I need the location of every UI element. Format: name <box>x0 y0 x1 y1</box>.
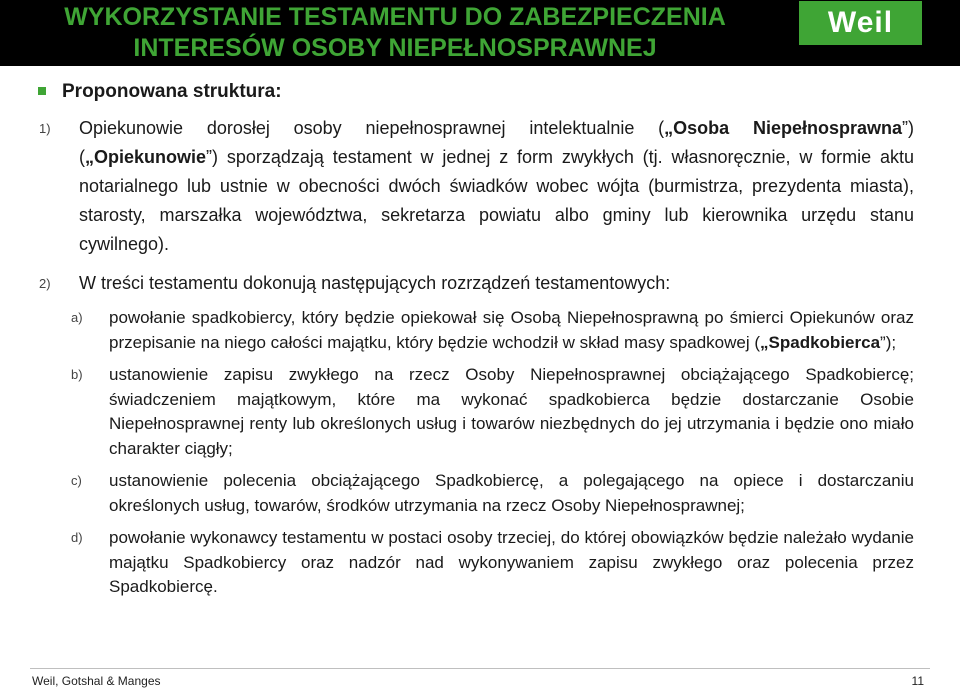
defined-term-spadkobierca: „Spadkobierca <box>760 332 881 352</box>
defined-term-osoba: „Osoba Niepełnosprawna <box>664 118 902 138</box>
weil-logo: Weil <box>799 1 922 45</box>
sub-item-letter: a) <box>71 310 83 325</box>
list-item-1 <box>32 114 914 259</box>
sub-item-text: powołanie spadkobiercy, który będzie opiekował się Osobą Niepełnosprawną po śmierci Opiekunów oraz przepisanie na niego całości majątku, który będzie wchodził w skład masy spadkowej ( <box>109 308 914 352</box>
sub-item-text: ustanowienie polecenia obciążającego Spadkobiercę, a polegającego na opiece i dostarczaniu określonych usług, towarów, środków utrzymania na rzecz Osoby Niepełnosprawnej; <box>109 471 914 515</box>
item-number: 1) <box>39 121 51 136</box>
list-item-2 <box>32 269 914 298</box>
sub-item-letter: c) <box>71 473 82 488</box>
heading-text: Proponowana struktura: <box>62 81 282 102</box>
page-number: 11 <box>911 674 924 688</box>
slide-content <box>32 80 914 600</box>
item-number: 2) <box>39 276 51 291</box>
square-bullet-icon <box>38 87 46 95</box>
sub-item-c <box>32 469 914 518</box>
sub-item-text: ustanowienie zapisu zwykłego na rzecz Osoby Niepełnosprawnej obciążającego Spadkobiercę; świadczeniem majątkowym, które ma wykonać spadkobierca będzie dostarczanie Osobie Niepełnosprawnej renty lub określonych usług i towarów niezbędnych do jej utrzymania i będzie ono miało charakter ciągły; <box>109 365 914 458</box>
sub-item-letter: b) <box>71 367 83 382</box>
slide-header <box>0 0 960 66</box>
sub-item-b <box>32 363 914 461</box>
sub-item-text: powołanie wykonawcy testamentu w postaci osoby trzeciej, do której obowiązków będzie należało wydanie majątku Spadkobiercy oraz nadzór nad wykonywaniem zapisu zwykłego oraz polecenia przez Spadkobiercę. <box>109 528 914 596</box>
section-heading <box>32 80 914 104</box>
title-line-1: WYKORZYSTANIE TESTAMENTU DO ZABEZPIECZENIA <box>64 3 726 31</box>
sub-item-text: ”); <box>880 332 897 352</box>
item-text: ”) ( <box>79 118 914 167</box>
item-text: Opiekunowie dorosłej osoby niepełnosprawnej intelektualnie ( <box>79 118 665 138</box>
sub-item-d <box>32 526 914 600</box>
sub-item-letter: d) <box>71 530 83 545</box>
defined-term-opiekunowie: „Opiekunowie <box>85 147 207 167</box>
footer-divider <box>30 668 930 669</box>
title-line-2: INTERESÓW OSOBY NIEPEŁNOSPRAWNEJ <box>133 34 657 62</box>
sub-item-a <box>32 306 914 355</box>
item-text: ”) sporządzają testament w jednej z form zwykłych (tj. własnoręcznie, w formie aktu notarialnego lub ustnie w obecności dwóch świadków wobec wójta (burmistrza, prezydenta miasta), starosty, marszałka województwa, sekretarza powiatu albo gminy lub kierownika urzędu stanu cywilnego). <box>79 147 914 254</box>
footer-company: Weil, Gotshal & Manges <box>32 674 161 688</box>
item-text: W treści testamentu dokonują następujących rozrządzeń testamentowych: <box>79 273 671 293</box>
slide-title <box>0 0 790 64</box>
